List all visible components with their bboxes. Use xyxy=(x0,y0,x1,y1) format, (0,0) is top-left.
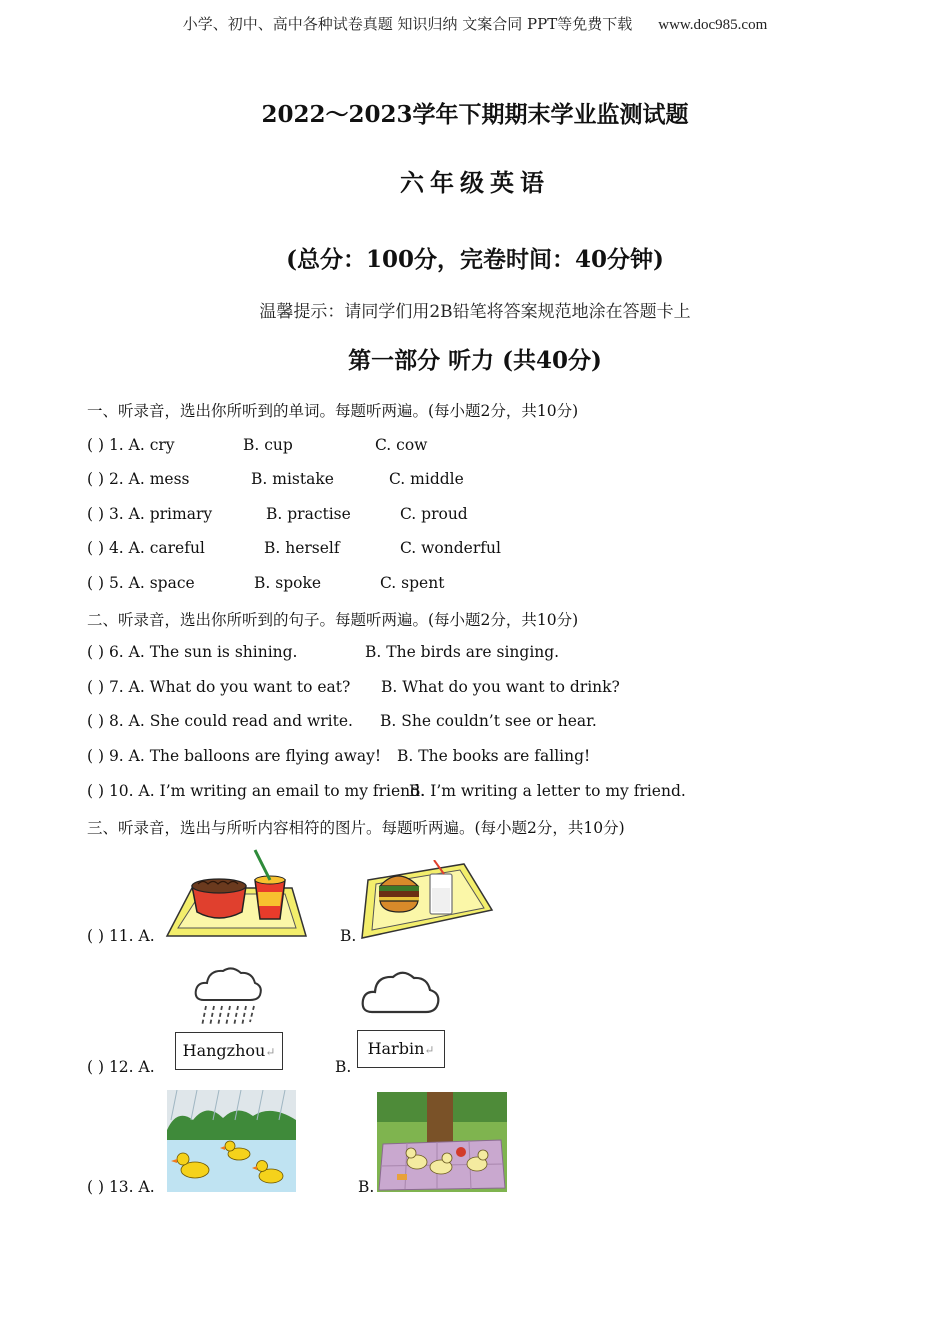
q10-b: B. I’m writing a letter to my friend. xyxy=(409,782,686,800)
q4-c: C. wonderful xyxy=(400,539,501,557)
q12-b-label: B. xyxy=(335,1058,352,1076)
q3-c: C. proud xyxy=(400,505,468,523)
header-site[interactable]: www.doc985.com xyxy=(658,17,768,33)
score-info: (总分：100分，完卷时间：40分钟) xyxy=(286,246,664,273)
warm-tip: 温馨提示：请同学们用2B铅笔将答案规范地涂在答题卡上 xyxy=(259,302,691,322)
noodles-drink-tray-image xyxy=(164,846,309,942)
q9-b: B. The books are falling! xyxy=(397,747,591,765)
ducks-in-rain-image xyxy=(167,1090,296,1192)
picnic-under-tree-image xyxy=(377,1092,507,1192)
rain-cloud-icon xyxy=(192,962,264,1030)
q3-b: B. practise xyxy=(266,505,351,523)
q11-b-label: B. xyxy=(340,927,357,945)
q1-a: ( ) 1. A. cry xyxy=(87,436,175,454)
part1-heading: 第一部分 听力 (共40分) xyxy=(348,347,602,374)
section3-title: 三、听录音，选出与所听内容相符的图片。每题听两遍。(每小题2分，共10分) xyxy=(87,819,625,837)
q5-b: B. spoke xyxy=(254,574,322,592)
q1-c: C. cow xyxy=(375,436,428,454)
q10-a: ( ) 10. A. I’m writing an email to my friend. xyxy=(87,782,425,800)
q2-c: C. middle xyxy=(389,470,464,488)
header-text: 小学、初中、高中各种试卷真题 知识归纳 文案合同 PPT等免费下载 xyxy=(182,15,633,33)
q6-b: B. The birds are singing. xyxy=(365,643,560,661)
city-box-harbin: Harbin↵ xyxy=(357,1030,445,1068)
q4-b: B. herself xyxy=(264,539,340,557)
q2-a: ( ) 2. A. mess xyxy=(87,470,190,488)
q12-label: ( ) 12. A. xyxy=(87,1058,155,1076)
city-box-hangzhou: Hangzhou↵ xyxy=(175,1032,283,1070)
section1-title: 一、听录音，选出你所听到的单词。每题听两遍。(每小题2分，共10分) xyxy=(87,402,579,420)
q7-a: ( ) 7. A. What do you want to eat? xyxy=(87,678,351,696)
q3-a: ( ) 3. A. primary xyxy=(87,505,213,523)
q4-a: ( ) 4. A. careful xyxy=(87,539,205,557)
city-hangzhou: Hangzhou xyxy=(182,1041,266,1060)
q1-b: B. cup xyxy=(243,436,293,454)
q8-a: ( ) 8. A. She could read and write. xyxy=(87,712,353,730)
subject-title: 六年级英语 xyxy=(400,168,550,197)
q13-label: ( ) 13. A. xyxy=(87,1178,155,1196)
q5-a: ( ) 5. A. space xyxy=(87,574,195,592)
q6-a: ( ) 6. A. The sun is shining. xyxy=(87,643,298,661)
exam-title: 2022～2023学年下期期末学业监测试题 xyxy=(261,101,689,128)
q7-b: B. What do you want to drink? xyxy=(381,678,620,696)
q9-a: ( ) 9. A. The balloons are flying away! xyxy=(87,747,382,765)
page-header xyxy=(0,13,950,34)
section2-title: 二、听录音，选出你所听到的句子。每题听两遍。(每小题2分，共10分) xyxy=(87,611,579,629)
city-harbin: Harbin xyxy=(367,1039,425,1058)
burger-milk-tray-image xyxy=(360,860,494,942)
q5-c: C. spent xyxy=(380,574,445,592)
q8-b: B. She couldn’t see or hear. xyxy=(380,712,597,730)
cloud-icon xyxy=(360,966,442,1018)
q13-b-label: B. xyxy=(358,1178,375,1196)
q2-b: B. mistake xyxy=(251,470,334,488)
q11-label: ( ) 11. A. xyxy=(87,927,155,945)
